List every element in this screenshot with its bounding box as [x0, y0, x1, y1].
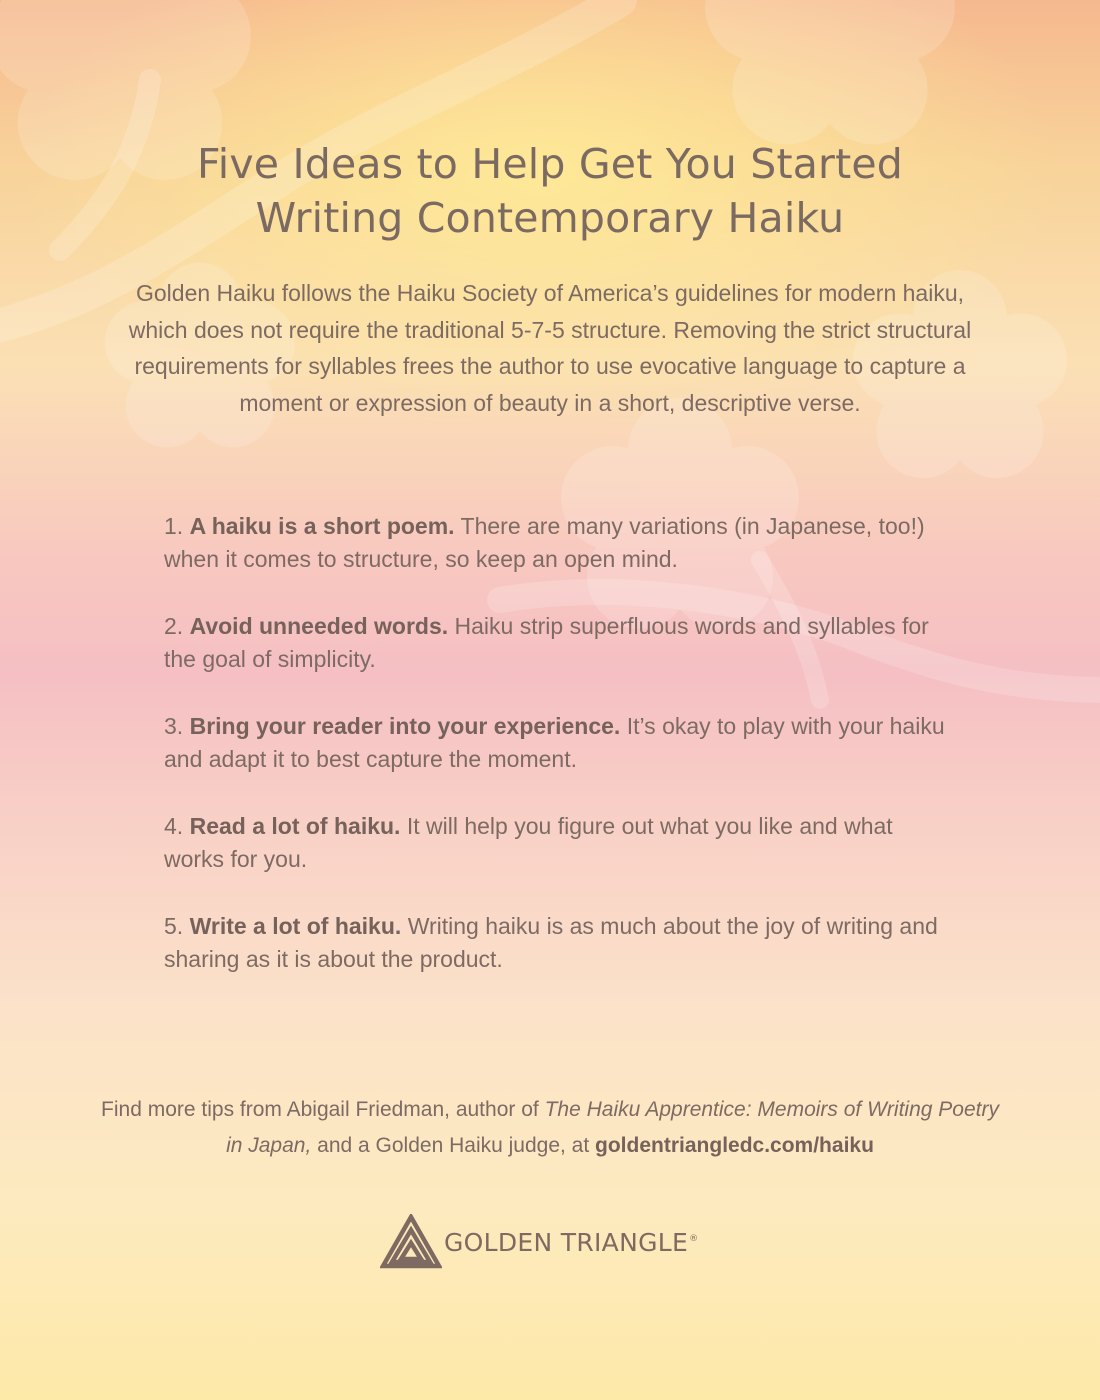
tip-number: 3.: [164, 713, 184, 739]
tip-number: 4.: [164, 813, 184, 839]
tip-number: 2.: [164, 613, 184, 639]
page-title: [100, 137, 1000, 245]
tip-heading: Avoid unneeded words.: [189, 613, 449, 639]
logo-text: GOLDEN TRIANGLE: [444, 1227, 689, 1257]
tip-heading: Bring your reader into your experience.: [189, 713, 621, 739]
tip-heading: Write a lot of haiku.: [189, 913, 402, 939]
triangle-logo-icon: [380, 1214, 442, 1270]
logo-wordmark: [444, 1228, 698, 1257]
tip-item-2: [164, 610, 954, 676]
website-link[interactable]: goldentriangledc.com/haiku: [595, 1134, 874, 1157]
tip-number: 5.: [164, 913, 184, 939]
tip-number: 1.: [164, 513, 184, 539]
tip-body: It’s okay to play with your haiku and adapt it to best capture the moment.: [164, 713, 945, 772]
golden-triangle-logo: [380, 1214, 740, 1270]
tip-body: Haiku strip superfluous words and syllables for the goal of simplicity.: [164, 613, 929, 672]
tip-body: It will help you figure out what you like and what works for you.: [164, 813, 893, 872]
tip-item-5: [164, 910, 954, 976]
tip-item-1: [164, 510, 954, 576]
tip-body: Writing haiku is as much about the joy of writing and sharing as it is about the product.: [164, 913, 938, 972]
trademark-symbol: ®: [689, 1233, 699, 1244]
title-line-1: Five Ideas to Help Get You Started: [196, 140, 904, 188]
footer-prefix: Find more tips from Abigail Friedman, author of: [101, 1098, 539, 1121]
tip-heading: A haiku is a short poem.: [189, 513, 455, 539]
tip-item-3: [164, 710, 954, 776]
tip-body: There are many variations (in Japanese, too!) when it comes to structure, so keep an open mind.: [164, 513, 925, 572]
book-title: The Haiku Apprentice: Memoirs of Writing Poetry in Japan,: [226, 1098, 999, 1157]
footer-middle: and a Golden Haiku judge, at: [317, 1134, 590, 1157]
title-line-2: Writing Contemporary Haiku: [255, 194, 845, 242]
tips-list: [164, 510, 954, 1010]
tip-item-4: [164, 810, 954, 876]
intro-paragraph: Golden Haiku follows the Haiku Society of America’s guidelines for modern haiku, which does not require the traditional 5-7-5 structure. Removing the strict structural requirements for syllables frees the author to use evocative language to capture a moment or expression of beauty in a short, descriptive verse.: [128, 280, 972, 416]
tip-heading: Read a lot of haiku.: [189, 813, 401, 839]
footer-note: [100, 1092, 1000, 1164]
